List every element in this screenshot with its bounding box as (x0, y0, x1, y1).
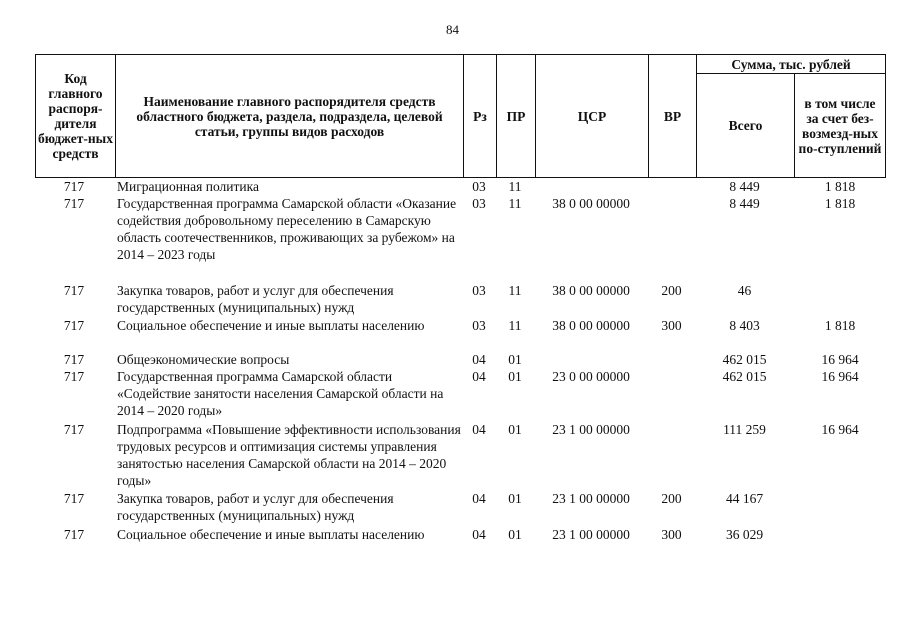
cell-total: 46 (737, 283, 752, 298)
cell-code: 717 (63, 196, 85, 211)
cell-pr: 01 (508, 491, 522, 506)
cell-incl: 16 964 (821, 352, 859, 367)
cell-pr: 11 (508, 318, 522, 333)
cell-total: 44 167 (725, 491, 764, 506)
table-header (35, 54, 886, 178)
cell-total: 8 449 (729, 196, 760, 211)
cell-rz: 04 (472, 369, 486, 384)
cell-vr: 200 (661, 491, 682, 506)
cell-vr: 300 (661, 527, 682, 542)
cell-rz: 03 (472, 196, 486, 211)
cell-csr: 38 0 00 00000 (552, 283, 630, 298)
cell-csr: 23 1 00 00000 (552, 527, 630, 542)
cell-code: 717 (63, 491, 85, 506)
cell-code: 717 (63, 318, 85, 333)
cell-incl: 16 964 (821, 369, 859, 384)
cell-name: Социальное обеспечение и иные выплаты населению (117, 527, 425, 542)
cell-pr: 11 (508, 283, 522, 298)
cell-rz: 04 (472, 422, 486, 437)
header-pr: ПР (506, 108, 526, 124)
cell-name: Государственная программа Самарской области «Содействие занятости населения Самарской области на 2014 – 2020 годы» (117, 369, 444, 418)
cell-csr: 23 1 00 00000 (552, 491, 630, 506)
cell-total: 462 015 (722, 369, 767, 384)
cell-csr: 38 0 00 00000 (552, 318, 630, 333)
cell-pr: 01 (508, 369, 522, 384)
cell-incl: 16 964 (821, 422, 859, 437)
cell-total: 8 449 (729, 179, 760, 194)
cell-name: Закупка товаров, работ и услуг для обеспечения государственных (муниципальных) нужд (117, 491, 394, 523)
cell-pr: 01 (508, 352, 522, 367)
cell-rz: 03 (472, 318, 486, 333)
cell-vr: 200 (661, 283, 682, 298)
cell-name: Закупка товаров, работ и услуг для обеспечения государственных (муниципальных) нужд (117, 283, 394, 315)
cell-rz: 03 (472, 179, 486, 194)
cell-total: 8 403 (729, 318, 760, 333)
header-total: Всего (728, 118, 763, 133)
cell-csr: 23 1 00 00000 (552, 422, 630, 437)
header-code: Код главного распоря-дителя бюджет-ных средств (38, 71, 113, 161)
cell-pr: 01 (508, 422, 522, 437)
cell-incl: 1 818 (824, 196, 856, 211)
cell-vr: 300 (661, 318, 682, 333)
cell-name: Социальное обеспечение и иные выплаты населению (117, 318, 425, 333)
cell-code: 717 (63, 352, 85, 367)
header-vr: ВР (663, 108, 682, 124)
header-rz: Рз (473, 108, 487, 124)
cell-total: 462 015 (722, 352, 767, 367)
cell-name: Миграционная политика (117, 179, 259, 194)
cell-name: Общеэкономические вопросы (117, 352, 290, 367)
cell-total: 111 259 (723, 422, 766, 437)
header-incl: в том числе за счет без-возмезд-ных по-ступлений (798, 95, 882, 156)
cell-rz: 04 (472, 491, 486, 506)
cell-rz: 04 (472, 527, 486, 542)
cell-incl: 1 818 (824, 318, 856, 333)
cell-pr: 01 (508, 527, 522, 542)
cell-rz: 04 (472, 352, 486, 367)
cell-rz: 03 (472, 283, 486, 298)
cell-code: 717 (63, 283, 85, 298)
cell-pr: 11 (508, 196, 522, 211)
cell-incl: 1 818 (824, 179, 856, 194)
cell-name: Подпрограмма «Повышение эффективности использования трудовых ресурсов и оптимизация системы управления занятостью населения Самарской области на 2014 – 2020 годы» (117, 422, 461, 488)
cell-name: Государственная программа Самарской области «Оказание содействия добровольному переселению в Самарскую область соотечественников, проживающих за рубежом» на 2014 – 2023 годы (117, 196, 457, 262)
header-csr: ЦСР (577, 108, 607, 124)
page-number: 84 (446, 22, 459, 37)
cell-code: 717 (63, 422, 85, 437)
header-name: Наименование главного распорядителя средств областного бюджета, раздела, подраздела, целевой статьи, группы видов расходов (136, 93, 443, 139)
cell-pr: 11 (508, 179, 522, 194)
cell-code: 717 (63, 369, 85, 384)
cell-csr: 38 0 00 00000 (552, 196, 630, 211)
cell-code: 717 (63, 179, 85, 194)
cell-csr: 23 0 00 00000 (552, 369, 630, 384)
cell-code: 717 (63, 527, 85, 542)
header-sum: Сумма, тыс. рублей (731, 56, 851, 72)
cell-total: 36 029 (725, 527, 764, 542)
